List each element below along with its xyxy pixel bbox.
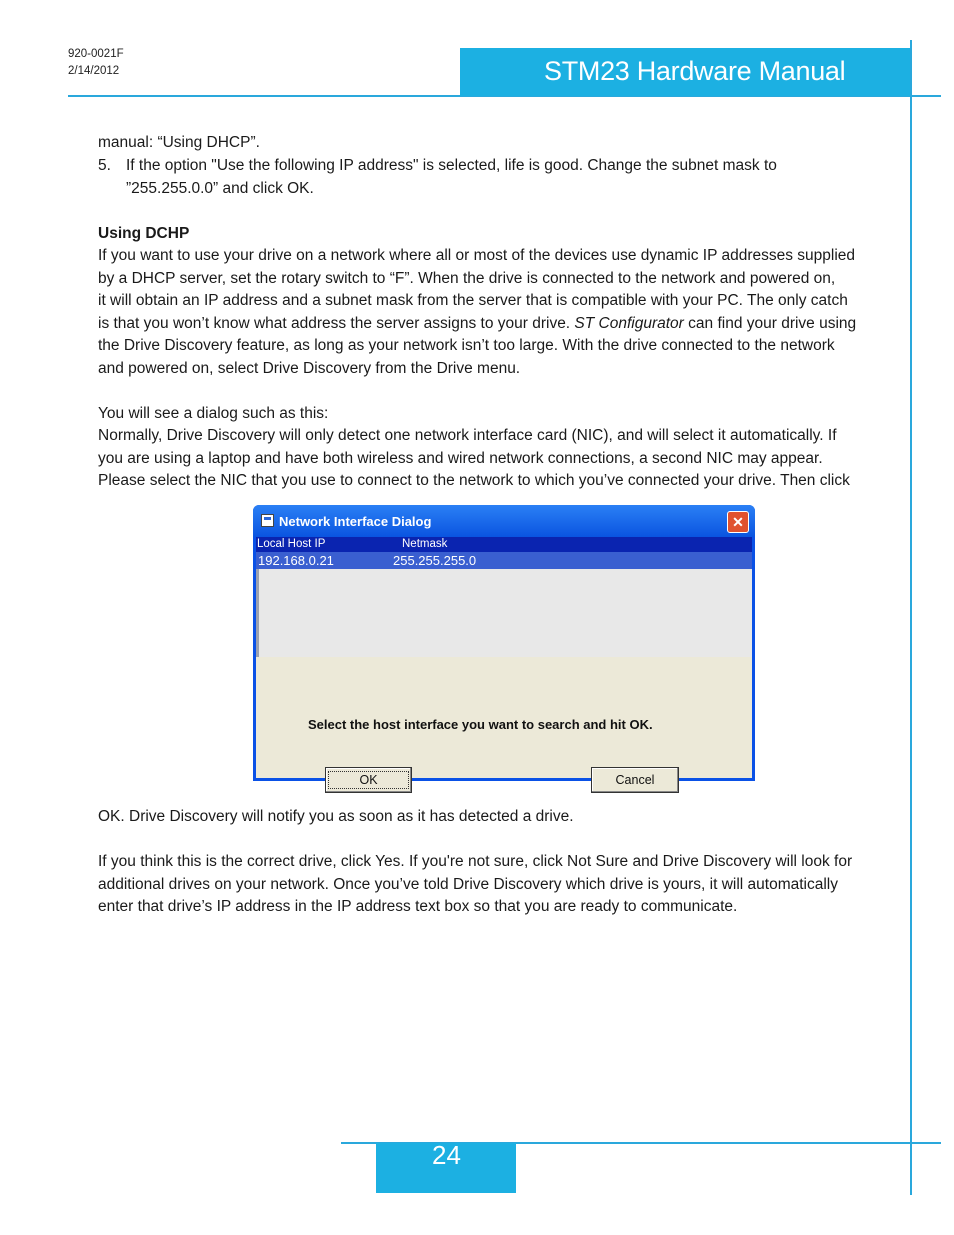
row-ip: 192.168.0.21: [258, 553, 334, 568]
table-row[interactable]: [256, 552, 752, 569]
paragraph-line: the Drive Discovery feature, as long as your network isn’t too large. With the drive connected to the network: [98, 337, 835, 354]
paragraph-line: by a DHCP server, set the rotary switch to “F”. When the drive is connected to the network and powered on,: [98, 270, 836, 287]
list-item-number: 5.: [98, 157, 111, 174]
continued-text: manual: “Using DHCP”.: [98, 134, 260, 151]
paragraph-line: Please select the NIC that you use to connect to the network to which you’ve connected your drive. Then click: [98, 472, 850, 489]
dialog-title-bar: [253, 505, 755, 537]
product-name: ST Configurator: [574, 315, 684, 332]
list-item-text: If the option "Use the following IP address" is selected, life is good. Change the subnet mask to: [126, 157, 777, 174]
paragraph-line: Normally, Drive Discovery will only detect one network interface card (NIC), and will select it automatically. If: [98, 427, 837, 444]
right-margin-rule: [910, 40, 912, 1195]
column-header-netmask[interactable]: Netmask: [402, 538, 448, 550]
doc-date: 2/14/2012: [68, 65, 120, 77]
text-run: can find your drive using: [683, 315, 857, 332]
paragraph-line: OK. Drive Discovery will notify you as soon as it has detected a drive.: [98, 808, 574, 825]
manual-title: STM23 Hardware Manual: [544, 56, 846, 86]
paragraph-line: additional drives on your network. Once you’ve told Drive Discovery which drive is yours, it will automatically: [98, 876, 838, 893]
dialog-prompt: Select the host interface you want to search and hit OK.: [308, 717, 653, 732]
ok-label: OK: [328, 771, 408, 789]
section-heading: Using DCHP: [98, 225, 190, 242]
column-header-ip[interactable]: Local Host IP: [257, 538, 326, 550]
dialog-title: Network Interface Dialog: [279, 514, 432, 529]
list-header: [256, 537, 752, 552]
paragraph-line: enter that drive’s IP address in the IP address text box so that you are ready to communicate.: [98, 898, 738, 915]
list-item-text-cont: ”255.255.0.0” and click OK.: [126, 180, 314, 197]
dialog-body: [256, 537, 752, 787]
window-icon: [261, 514, 274, 527]
document-id: [68, 46, 124, 80]
paragraph-line: If you want to use your drive on a network where all or most of the devices use dynamic IP addresses supplied: [98, 247, 856, 264]
paragraph-line: If you think this is the correct drive, click Yes. If you're not sure, click Not Sure and Drive Discovery will look for: [98, 853, 853, 870]
paragraph-line: you are using a laptop and have both wireless and wired network connections, a second NIC may appear.: [98, 450, 823, 467]
interface-list[interactable]: [256, 537, 752, 657]
network-interface-dialog: [253, 505, 755, 787]
cancel-button[interactable]: Cancel: [591, 767, 679, 793]
doc-number: 920-0021F: [68, 48, 124, 60]
ok-button[interactable]: [325, 767, 412, 793]
paragraph-line: You will see a dialog such as this:: [98, 405, 329, 422]
paragraph-line: [98, 313, 856, 336]
close-icon[interactable]: ✕: [727, 511, 749, 533]
text-run: is that you won’t know what address the server assigns to your drive.: [98, 315, 575, 332]
paragraph-line: it will obtain an IP address and a subnet mask from the server that is compatible with your PC. The only catch: [98, 292, 848, 309]
list-border: [256, 569, 259, 657]
row-netmask: 255.255.255.0: [393, 553, 477, 568]
page-number: 24: [432, 1140, 461, 1170]
paragraph-line: and powered on, select Drive Discovery from the Drive menu.: [98, 360, 521, 377]
